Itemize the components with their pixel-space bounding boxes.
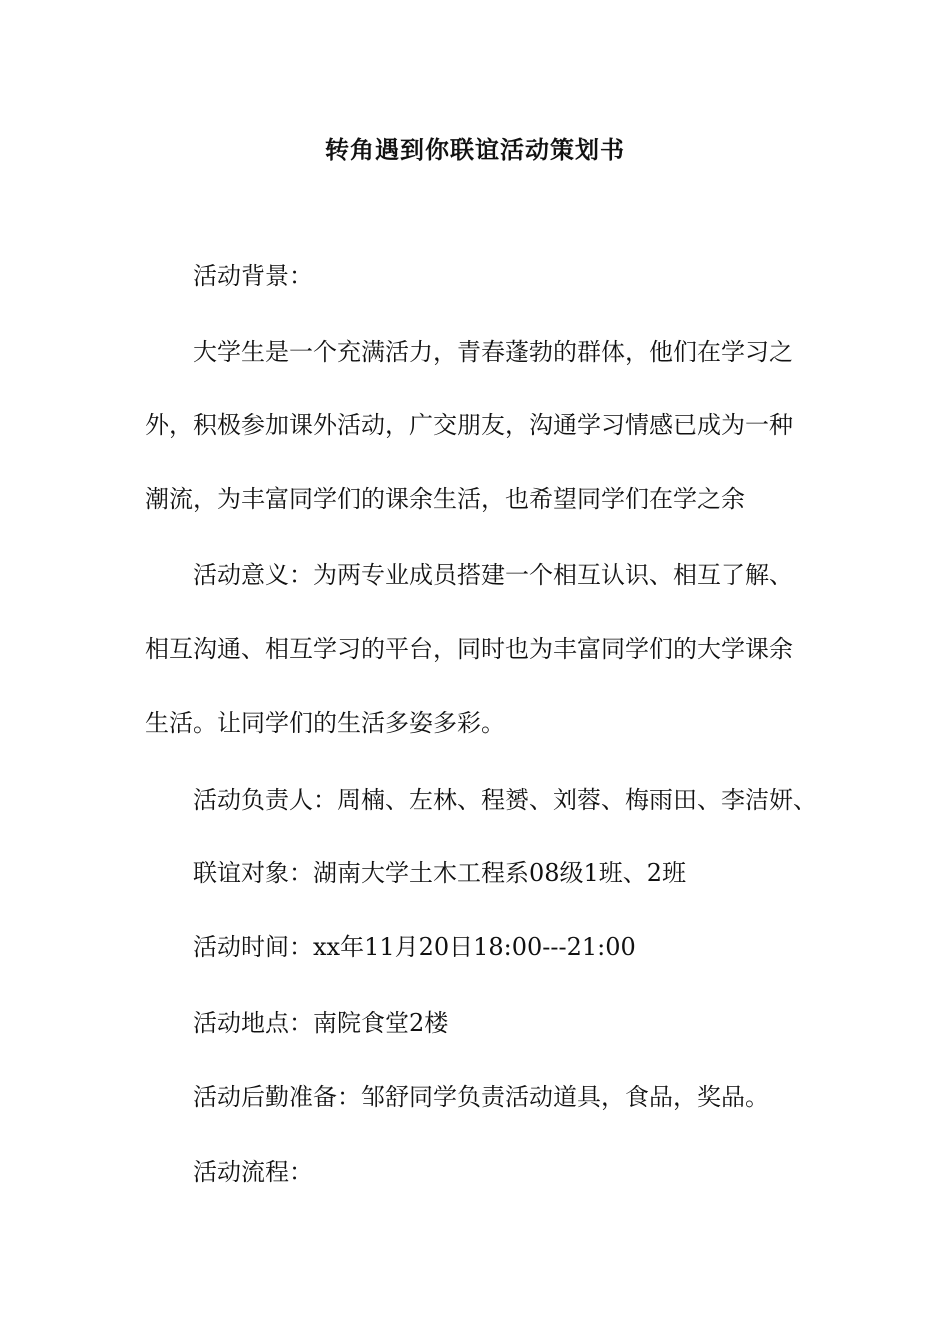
document-title: 转角遇到你联谊活动策划书 bbox=[325, 136, 625, 164]
location-line: 活动地点：南院食堂2楼 bbox=[193, 1009, 449, 1037]
background-line-3: 潮流，为丰富同学们的课余生活，也希望同学们在学之余 bbox=[145, 485, 745, 513]
background-line-2: 外，积极参加课外活动，广交朋友，沟通学习情感已成为一种 bbox=[145, 411, 793, 439]
background-line-1: 大学生是一个充满活力，青春蓬勃的群体，他们在学习之 bbox=[193, 338, 793, 366]
logistics-line: 活动后勤准备：邹舒同学负责活动道具，食品，奖品。 bbox=[193, 1083, 769, 1111]
process-heading: 活动流程： bbox=[193, 1158, 313, 1186]
significance-line-3: 生活。让同学们的生活多姿多彩。 bbox=[145, 709, 505, 737]
significance-line-1: 活动意义：为两专业成员搭建一个相互认识、相互了解、 bbox=[193, 561, 793, 589]
target-line: 联谊对象：湖南大学土木工程系08级1班、2班 bbox=[193, 859, 687, 887]
background-heading: 活动背景： bbox=[193, 262, 313, 290]
time-line: 活动时间：xx年11月20日18:00---21:00 bbox=[193, 933, 636, 961]
significance-line-2: 相互沟通、相互学习的平台，同时也为丰富同学们的大学课余 bbox=[145, 635, 793, 663]
leaders-line: 活动负责人：周楠、左林、程赟、刘蓉、梅雨田、李洁妍、 bbox=[193, 786, 817, 814]
